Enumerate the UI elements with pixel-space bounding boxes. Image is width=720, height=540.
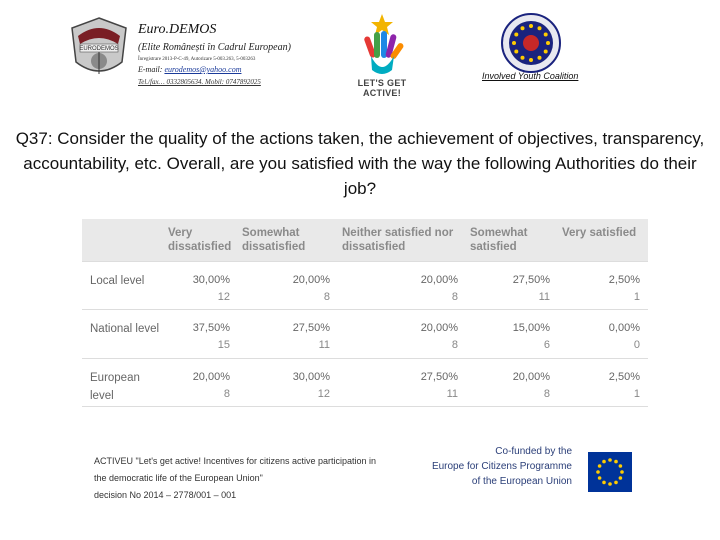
col-header: Neither satisfied nor dissatisfied <box>342 227 454 253</box>
table-cell <box>238 312 338 358</box>
table-cell <box>164 264 238 310</box>
cell-count: 15 <box>217 339 230 351</box>
row-separator <box>82 407 648 410</box>
project-description: ACTIVEU "Let's get active! Incentives for citizens active participation in the democratic life of the European Union" <box>94 456 377 483</box>
cell-count: 8 <box>451 339 458 351</box>
cofunded-line: Europe for Citizens Programme <box>431 461 572 472</box>
header-corner <box>82 219 164 261</box>
org-phone: Tel./fax… 0332805634. Mobil: 0747892025 <box>138 78 261 86</box>
eu-flag-icon <box>588 452 632 492</box>
cell-percent: 2,50% <box>608 273 640 286</box>
question-title: Q37: Consider the quality of the actions taken, the achievement of objectives, transparency, accountability, etc. Overall, are you satisfied with the way the following Authorities do their job? <box>15 129 705 198</box>
table-cell <box>466 361 558 407</box>
cell-percent: 20,00% <box>420 322 458 334</box>
col-header: Very dissatisfied <box>168 227 232 253</box>
separator-line <box>82 407 648 410</box>
cell-percent: 27,50% <box>292 322 330 334</box>
results-table <box>82 219 648 409</box>
col-header: Somewhat satisfied <box>470 227 528 253</box>
cell-percent: 15,00% <box>512 322 550 334</box>
cell-percent: 27,50% <box>512 273 550 286</box>
cell-percent: 20,00% <box>420 273 458 286</box>
table-row <box>82 264 648 310</box>
table-cell <box>238 361 338 407</box>
cell-count: 6 <box>543 339 550 351</box>
cell-percent: 20,00% <box>512 370 550 383</box>
email-link[interactable]: eurodemos@yahoo.com <box>164 65 242 74</box>
cell-count: 8 <box>323 290 330 303</box>
table-header-row <box>82 219 648 261</box>
org-email-line <box>138 65 368 74</box>
table-cell <box>338 312 466 358</box>
cell-count: 8 <box>223 387 230 400</box>
col-header: Very satisfied <box>562 227 637 239</box>
org-info <box>138 22 368 86</box>
cell-count: 8 <box>451 290 458 303</box>
table-cell <box>466 264 558 310</box>
cell-percent: 37,50% <box>192 322 230 334</box>
eurodemos-logo <box>64 14 134 84</box>
cell-count: 11 <box>538 290 550 303</box>
cell-percent: 30,00% <box>292 370 330 383</box>
table-cell <box>164 361 238 407</box>
cell-percent: 20,00% <box>292 273 330 286</box>
col-header: Somewhat dissatisfied <box>242 227 306 253</box>
cell-percent: 27,50% <box>420 370 458 383</box>
cell-count: 8 <box>543 387 550 400</box>
svg-text:EURODEMOS: EURODEMOS <box>79 46 119 52</box>
table-cell <box>558 361 648 407</box>
cell-percent: 2,50% <box>608 370 640 383</box>
cell-percent: 0,00% <box>608 322 640 334</box>
org-registration: Înregistrare 2013-P-C-49, Autorizare 5-003.263, 5-003263 <box>138 57 256 62</box>
table-row <box>82 312 648 358</box>
row-label: National level <box>90 323 160 335</box>
table-cell <box>558 312 648 358</box>
table-cell <box>238 264 338 310</box>
cofunded-text <box>404 444 572 489</box>
cofunded-line: of the European Union <box>471 476 572 487</box>
table-cell <box>338 264 466 310</box>
cell-count: 0 <box>633 339 640 351</box>
cell-count: 1 <box>633 290 640 303</box>
cell-count: 11 <box>446 387 458 400</box>
org-subtitle: (Elite Românești în Cadrul European) <box>138 42 291 53</box>
table-cell <box>466 312 558 358</box>
cell-count: 11 <box>318 339 330 351</box>
cell-percent: 30,00% <box>192 273 230 286</box>
table-cell <box>164 312 238 358</box>
table-cell <box>558 264 648 310</box>
coalition-name: Involved Youth Coalition <box>482 71 579 81</box>
cell-count: 1 <box>633 387 640 400</box>
row-label: Local level <box>90 274 145 287</box>
lets-get-active-text: LET'S GET ACTIVE! <box>357 78 407 98</box>
row-label: European level <box>90 371 140 402</box>
cell-count: 12 <box>317 387 330 400</box>
cofunded-line: Co-funded by the <box>495 446 572 457</box>
cell-count: 12 <box>217 290 230 303</box>
decision-number: decision No 2014 – 2778/001 – 001 <box>94 490 237 500</box>
table-cell <box>338 361 466 407</box>
org-name: Euro.DEMOS <box>138 22 217 37</box>
table-row <box>82 361 648 407</box>
involved-youth-coalition-logo <box>500 12 562 74</box>
cell-percent: 20,00% <box>192 370 230 383</box>
email-label: E-mail: <box>138 65 163 74</box>
